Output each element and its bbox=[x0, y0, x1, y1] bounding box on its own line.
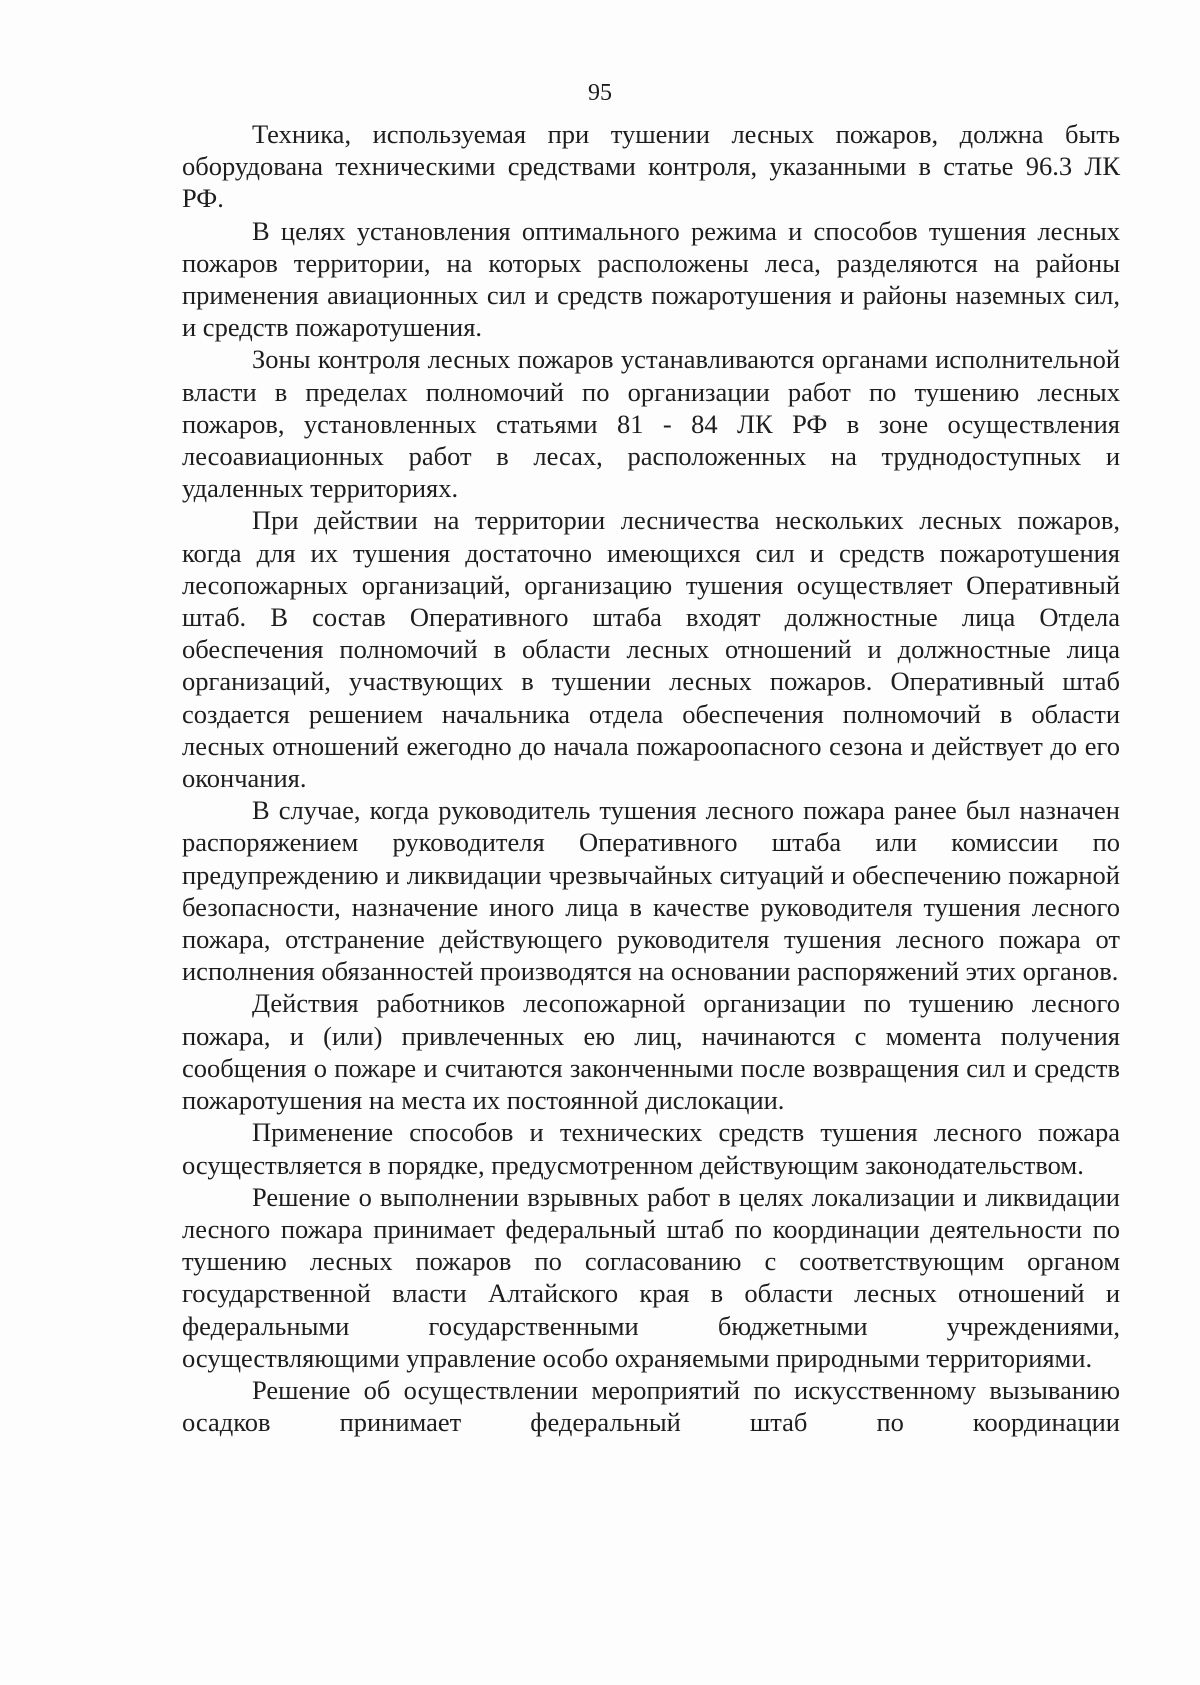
paragraph: Действия работников лесопожарной организации по тушению лесного пожара, и (или) привлеченных ею лиц, начинаются с момента получения сообщения о пожаре и считаются законченными после возвращения сил и средств пожаротушения на места их постоянной дислокации. bbox=[182, 988, 1120, 1116]
paragraph: Применение способов и технических средств тушения лесного пожара осуществляется в порядке, предусмотренном действующим законодательством. bbox=[182, 1117, 1120, 1180]
body-text bbox=[182, 118, 1120, 1438]
paragraph: Техника, используемая при тушении лесных пожаров, должна быть оборудована техническими средствами контроля, указанными в статье 96.3 ЛК РФ. bbox=[182, 119, 1120, 214]
paragraph: Зоны контроля лесных пожаров устанавливаются органами исполнительной власти в пределах полномочий по организации работ по тушению лесных пожаров, установленных статьями 81 - 84 ЛК РФ в зоне осуществления лесоавиационных работ в лесах, расположенных на труднодоступных и удаленных территориях. bbox=[182, 344, 1120, 504]
paragraph-continued: Решение об осуществлении мероприятий по искусственному вызыванию осадков принимает федеральный штаб по координации bbox=[182, 1374, 1120, 1438]
paragraph: В целях установления оптимального режима и способов тушения лесных пожаров территории, на которых расположены леса, разделяются на районы применения авиационных сил и средств пожаротушения и районы наземных сил, и средств пожаротушения. bbox=[182, 215, 1120, 343]
paragraph: При действии на территории лесничества нескольких лесных пожаров, когда для их тушения достаточно имеющихся сил и средств пожаротушения лесопожарных организаций, организацию тушения осуществляет Оперативный штаб. В состав Оперативного штаба входят должностные лица Отдела обеспечения полномочий в области лесных отношений и должностные лица организаций, участвующих в тушении лесных пожаров. Оперативный штаб создается решением начальника отдела обеспечения полномочий в области лесных отношений ежегодно до начала пожароопасного сезона и действует до его окончания. bbox=[182, 505, 1120, 794]
paragraph: В случае, когда руководитель тушения лесного пожара ранее был назначен распоряжением руководителя Оперативного штаба или комиссии по предупреждению и ликвидации чрезвычайных ситуаций и обеспечению пожарной безопасности, назначение иного лица в качестве руководителя тушения лесного пожара, отстранение действующего руководителя тушения лесного пожара от исполнения обязанностей производятся на основании распоряжений этих органов. bbox=[182, 795, 1120, 987]
paragraph: Решение о выполнении взрывных работ в целях локализации и ликвидации лесного пожара принимает федеральный штаб по координации деятельности по тушению лесных пожаров по согласованию с соответствующим органом государственной власти Алтайского края в области лесных отношений и федеральными государственными бюджетными учреждениями, осуществляющими управление особо охраняемыми природными территориями. bbox=[182, 1181, 1120, 1373]
page-number: 95 bbox=[588, 80, 612, 106]
